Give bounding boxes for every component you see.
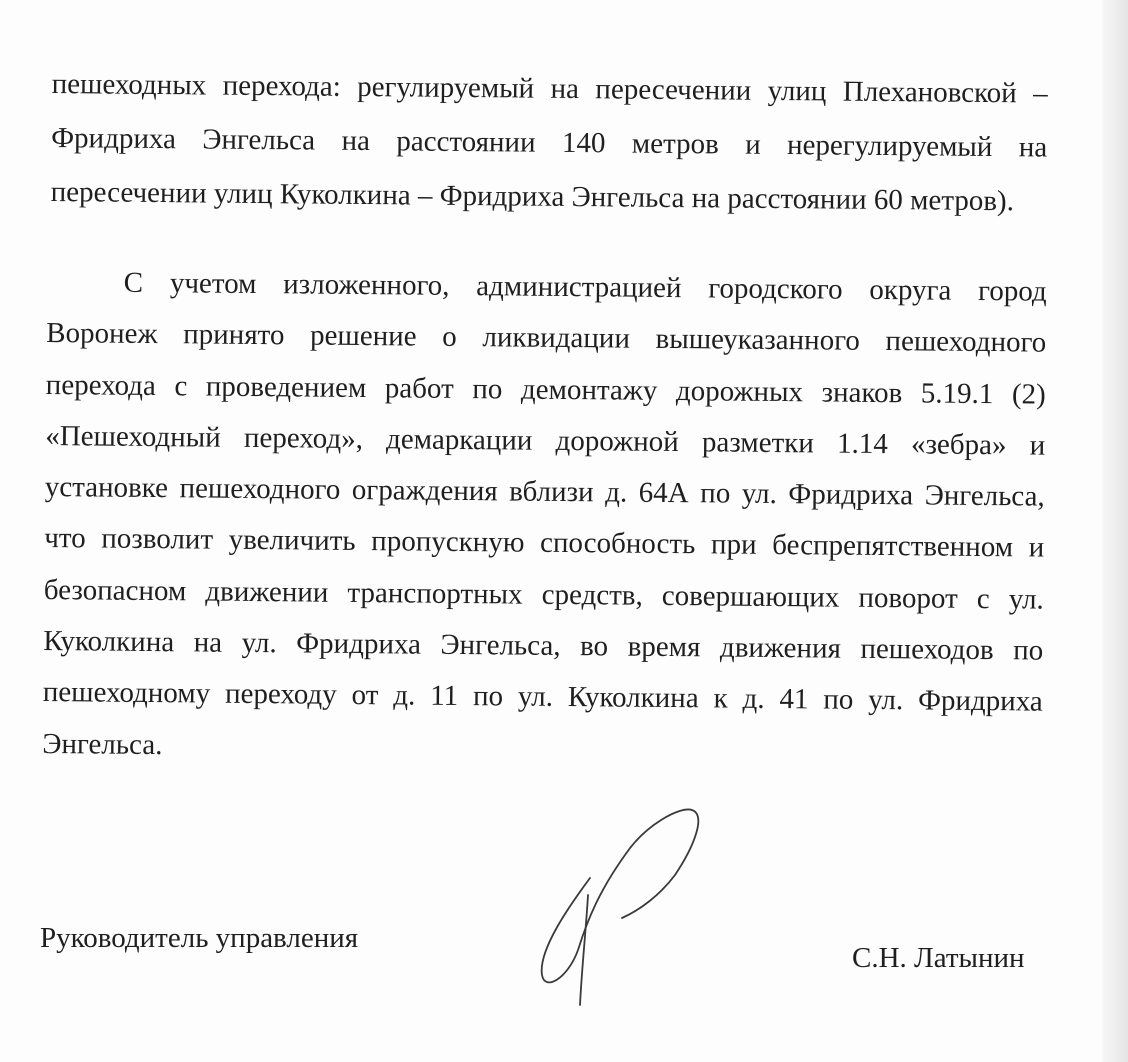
paragraph-text: пешеходных перехода: регулируемый на пересечении улиц Плехановской – Фридриха Энгельса на расстоянии 140 метров и нерегулируемый на пересечении улиц Куколкина – Фридриха Энгельса на расстоянии 60 метров). <box>50 67 1048 218</box>
handwritten-signature-icon <box>530 800 720 1015</box>
paragraph-text: С учетом изложенного, администрацией городского округа город Воронеж принято решение о ликвидации вышеуказанного пешеходного перехода с проведением работ по демонтажу дорожных знаков 5.19.1 (2) «Пешеходный переход», демаркации дорожной разметки 1.14 «зебра» и установке пешеходного ограждения вблизи д. 64А по ул. Фридриха Энгельса, что позволит увеличить пропускную способность при беспрепятственном и безопасном движении транспортных средств, совершающих поворот с ул. Куколкина на ул. Фридриха Энгельса, во время движения пешеходов по пешеходному переходу от д. 11 по ул. Куколкина к д. 41 по ул. Фридриха Энгельса. <box>42 266 1047 761</box>
signatory-name: С.Н. Латынин <box>852 942 1025 974</box>
position-title: Руководитель управления <box>40 922 359 954</box>
